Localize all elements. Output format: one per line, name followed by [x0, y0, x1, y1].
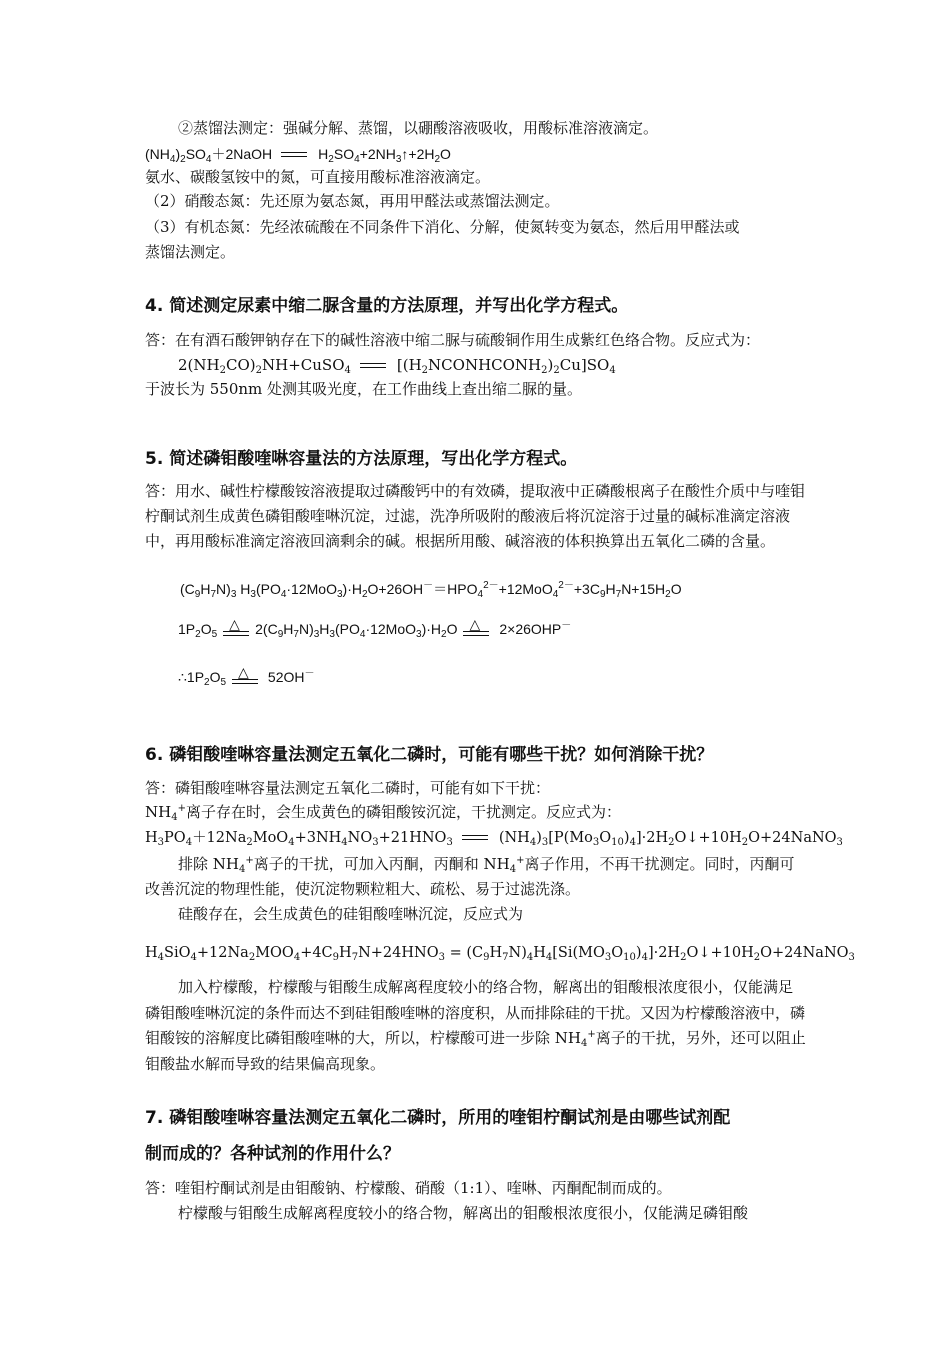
answer-6-intro: 答：磷钼酸喹啉容量法测定五氧化二磷时，可能有如下干扰： — [145, 779, 551, 797]
para-nitrate-nitrogen: （2）硝酸态氮：先还原为氨态氮，再用甲醛法或蒸馏法测定。 — [145, 192, 560, 210]
equation-therefore: $\therefore 1P_2O_5$ △ 52OH－ — [178, 665, 315, 688]
question-5-heading: 5. 简述磷钼酸喹啉容量法的方法原理，写出化学方程式。 — [145, 449, 578, 469]
answer-7-text: 答：喹钼柠酮试剂是由钼酸钠、柠檬酸、硝酸（1:1）、喹啉、丙酮配制而成的。 — [145, 1179, 672, 1197]
answer-6-silicate: 硅酸存在，会生成黄色的硅钼酸喹啉沉淀，反应式为 — [178, 905, 524, 923]
question-7-heading-2: 制而成的？各种试剂的作用什么？ — [145, 1144, 400, 1164]
answer-7-citric: 柠檬酸与钼酸生成解离程度较小的络合物，解离出的钼酸根浓度很小，仅能满足磷钼酸 — [178, 1204, 749, 1222]
equation-quinoline-hydrolysis: $(C_9H_7N)_3$ $H_3(PO_4\cdot 12MoO_3)\cdot H_2O+26OH^-=HPO_4^{2-}+12MoO_4^{2-}+3C_9H_7N+15H_2O$ — [180, 580, 682, 600]
equation-p2o5-equivalence: $1P_2O_5$ △ $2(C_9H_7N)_3H_3(PO_4\cdot 12MoO_3)\cdot H_2O$ △ 2×26OHP－ — [178, 617, 572, 640]
answer-6-acetone: 排除 $NH_4^+$离子的干扰，可加入丙酮，丙酮和 $NH_4^+$离子作用，不再干扰测定。同时，丙酮可改善沉淀的物理性能，使沉淀物颗粒粗大、疏松、易于过滤洗涤。 — [145, 855, 795, 898]
equation-ammonium-phosphomolybdate: $H_3PO_4+12Na_2MoO_4+3NH_4NO_3+21HNO_3$ $(NH_4)_3[P(Mo_3O_{10})_4]\cdot 2H_2O↓+10H_2O+24NaNO_3$ — [145, 830, 843, 848]
question-7-heading-1: 7. 磷钼酸喹啉容量法测定五氧化二磷时，所用的喹钼柠酮试剂是由哪些试剂配 — [145, 1108, 731, 1128]
para-distillation: ②蒸馏法测定：强碱分解、蒸馏，以硼酸溶液吸收，用酸标准溶液滴定。 — [178, 119, 659, 137]
question-4-heading: 4. 简述测定尿素中缩二脲含量的方法原理，并写出化学方程式。 — [145, 296, 629, 316]
answer-6-ammonium: $NH_4^+$离子存在时，会生成黄色的磷钼酸铵沉淀，干扰测定。反应式为： — [145, 803, 621, 823]
answer-4-absorbance: 于波长为 550nm 处测其吸光度，在工作曲线上查出缩二脲的量。 — [145, 380, 583, 398]
equation-biuret: $2(NH_2CO)_2NH+CuSO_4$ $[(H_2NCONHCONH_2)_2Cu]SO_4$ — [178, 356, 616, 376]
equation-silicomolybdate: $H_4SiO_4+12Na_2MOO_4+4C_9H_7N+24HNO_3$ = $(C_9H_7N)_4H_4[Si(MO_3O_{10})_4]\cdot 2H_2O↓+10H_2O+24NaNO_3$ — [145, 945, 855, 963]
para-organic-nitrogen-2: 蒸馏法测定。 — [145, 243, 236, 261]
question-6-heading: 6. 磷钼酸喹啉容量法测定五氧化二磷时，可能有哪些干扰？如何消除干扰？ — [145, 745, 714, 765]
para-organic-nitrogen-1: （3）有机态氮：先经浓硫酸在不同条件下消化、分解，使氮转变为氨态，然后用甲醛法或 — [145, 218, 740, 236]
para-ammonia-water: 氨水、碳酸氢铵中的氮，可直接用酸标准溶液滴定。 — [145, 168, 491, 186]
answer-4-text: 答：在有酒石酸钾钠存在下的碱性溶液中缩二脲与硫酸铜作用生成紫红色络合物。反应式为： — [145, 331, 761, 349]
answer-6-citric-acid: 加入柠檬酸，柠檬酸与钼酸生成解离程度较小的络合物，解离出的钼酸根浓度很小，仅能满足磷钼酸喹啉沉淀的条件而达不到硅钼酸喹啉的溶度积，从而排除硅的干扰。又因为柠檬酸溶液中，磷钼酸铵的溶解度比磷钼酸喹啉的大，所以，柠檬酸可进一步除 $NH_4^+$离子的干扰，另外，还可以阻止钼酸盐水解而导致的结果偏高现象。 — [145, 978, 806, 1073]
answer-5-text: 答：用水、碱性柠檬酸铵溶液提取过磷酸钙中的有效磷，提取液中正磷酸根离子在酸性介质中与喹钼柠酮试剂生成黄色磷钼酸喹啉沉淀，过滤，洗净所吸附的酸液后将沉淀溶于过量的碱标准滴定溶液中，再用酸标准滴定溶液回滴剩余的碱。根据所用酸、碱溶液的体积换算出五氧化二磷的含量。 — [145, 482, 806, 550]
equation-ammonium-sulfate: $(NH_4)_2SO_4+2NaOH$ $H_2SO_4+2NH_3↑+2H_2O$ — [145, 146, 451, 165]
